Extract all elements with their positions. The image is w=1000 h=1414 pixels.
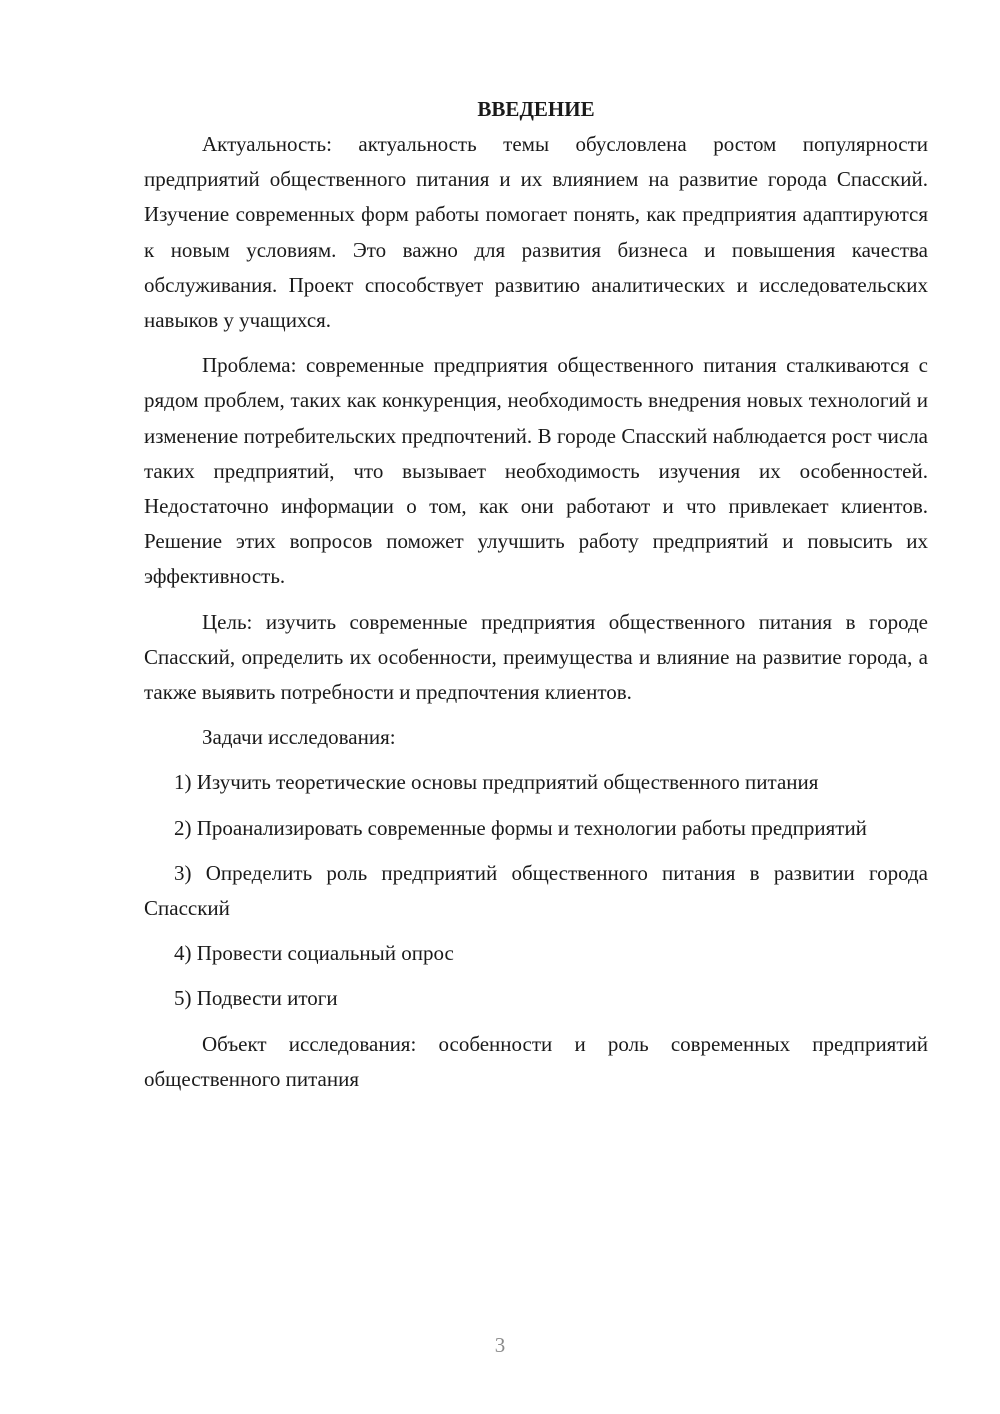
object-paragraph: Объект исследования: особенности и роль современных предприятий общественного питания	[144, 1031, 928, 1091]
task-item: 5) Подвести итоги	[174, 986, 338, 1011]
page-title: ВВЕДЕНИЕ	[477, 97, 595, 121]
task-item: 2) Проанализировать современные формы и технологии работы предприятий	[174, 815, 867, 840]
relevance-paragraph: Актуальность: актуальность темы обусловлена ростом популярности предприятий общественного питания и их влиянием на развитие города Спасский. Изучение современных форм работы помогает понять, как предприятия адаптируются к новым условиям. Это важно для развития бизнеса и повышения качества обслуживания. Проект способствует развитию аналитических и исследовательских навыков у учащихся.	[144, 132, 928, 333]
task-item: 1) Изучить теоретические основы предприятий общественного питания	[174, 770, 819, 795]
goal-paragraph: Цель: изучить современные предприятия общественного питания в городе Спасский, определить их особенности, преимущества и влияние на развитие города, а также выявить потребности и предпочтения клиентов.	[144, 609, 928, 705]
task-item: 3) Определить роль предприятий общественного питания в развитии города Спасский	[144, 860, 928, 921]
document-page	[144, 92, 928, 1107]
tasks-heading: Задачи исследования:	[202, 725, 396, 750]
task-item: 4) Провести социальный опрос	[174, 941, 454, 966]
problem-paragraph: Проблема: современные предприятия общественного питания сталкиваются с рядом проблем, таких как конкуренция, необходимость внедрения новых технологий и изменение потребительских предпочтений. В городе Спасский наблюдается рост числа таких предприятий, что вызывает необходимость изучения их особенностей. Недостаточно информации о том, как они работают и что привлекает клиентов. Решение этих вопросов поможет улучшить работу предприятий и повысить их эффективность.	[144, 353, 928, 589]
page-number: 3	[494, 1333, 506, 1357]
